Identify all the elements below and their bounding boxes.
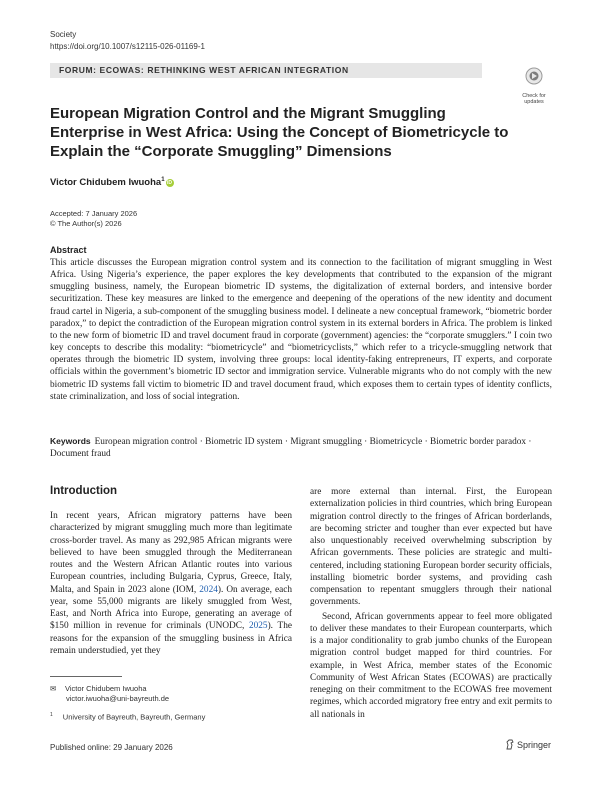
right-column [310, 486, 552, 721]
intro-paragraph-1: In recent years, African migratory patterns have been characterized by migrant smuggling much more than legitimate cross-border travel. As many as 292,985 African migrants were believed to have been smuggled through the Mediterranean routes and the Western African Atlantic routes into various European countries, including Bulgaria, Cyprus, Greece, Italy, Malta, and Spain in 2023 alone (IOM, 2024). On average, each year, some 55,000 migrants are likely smuggled from West, East, and North Africa into Europe, generating an average of $150 million in revenue for criminals (UNODC, 2025). The reasons for the expansion of the smuggling business in Africa remain understudied, yet they [50, 511, 292, 656]
footnote-divider [50, 676, 122, 677]
publisher-name: Springer [517, 740, 552, 750]
check-updates-label: Check for updates [522, 93, 546, 105]
keywords-heading: Keywords [50, 436, 91, 446]
publisher-logo [505, 739, 551, 750]
springer-horse-icon [505, 739, 515, 750]
published-online-date: Published online: 29 January 2026 [50, 743, 173, 752]
author-affiliation-mark: 1 [161, 177, 165, 183]
contact-name: Victor Chidubem Iwuoha [65, 684, 147, 693]
check-updates-icon [525, 67, 543, 87]
keywords-list: European migration control · Biometric ID system · Migrant smuggling · Biometricycle · Biometric border paradox · Document fraud [50, 437, 532, 460]
author-line [50, 177, 174, 188]
accepted-date: Accepted: 7 January 2026 [50, 209, 138, 218]
abstract-text: This article discusses the European migration control system and its connection to the facilitation of migrant smuggling in West Africa. Using Nigeria’s experience, the paper explores the key developments that contributed to the expansion of the migrant smuggling business, namely, the European biometric ID systems, the digitalization of external borders, and intensive border securitization. These key measures are linked to the emergence and deepening of the operations of the new identity and document fraud cartel in Nigeria, a sub-component of the smuggling business model. I delineate a new conceptual framework, “biometric border paradox,” to depict the contradiction of the European migration control system in its external borders in Africa. The problem is linked to the new form of biometric ID and travel document fraud in corporate (government) agencies: the “corporate smugglers.” I coin two key concepts to describe this modality: “biometricycle” and “biometricyclists,” which refer to a tricycle-smuggling network that operates through the biometric ID system, involving three groups: local identity-faking entrepreneurs, IT experts, and corporate officials within the government’s biometric ID sector and immigration service. Vulnerable migrants who do not comply with the new biometric ID systems fall victim to biometric ID and travel document fraud, which exposes them to certain types of identity conflicts, state criminalization, and loss of social integration. [50, 258, 552, 402]
introduction-heading: Introduction [50, 485, 118, 497]
citation-unodc-2025[interactable]: 2025 [248, 621, 268, 632]
section-banner: FORUM: ECOWAS: RETHINKING WEST AFRICAN INTEGRATION [50, 63, 482, 78]
copyright-notice: © The Author(s) 2026 [50, 219, 122, 228]
journal-name: Society [50, 30, 77, 39]
abstract-heading: Abstract [50, 245, 87, 255]
contact-email[interactable]: victor.iwuoha@uni-bayreuth.de [66, 694, 170, 703]
corresponding-author-note [50, 684, 169, 704]
doi-link[interactable]: https://doi.org/10.1007/s12115-026-01169-1 [50, 42, 205, 51]
keywords-block [50, 435, 552, 460]
orcid-icon[interactable]: iD [167, 180, 173, 187]
check-for-updates-badge[interactable] [517, 67, 551, 105]
citation-iom-2024[interactable]: 2024 [199, 584, 218, 595]
left-column [50, 510, 292, 657]
affiliation-note [50, 712, 205, 722]
author-name[interactable]: Victor Chidubem Iwuoha [50, 177, 162, 189]
affiliation-text: University of Bayreuth, Bayreuth, Germany [62, 712, 206, 722]
affiliation-mark: 1 [50, 712, 53, 718]
envelope-icon: ✉ [50, 684, 57, 693]
intro-paragraph-3: Second, African governments appear to feel more obligated to deliver these mandates to their European counterparts, which is a major conditionality to grab jumbo chunks of the European migration control budget mapped for third countries. For example, in West Africa, member states of the Economic Community of West African States (ECOWAS) are practically reneging on their commitment to the ECOWAS free movement regimes, which accorded migratory free entry and exit permits to all nationals in [310, 611, 552, 720]
article-title: European Migration Control and the Migrant Smuggling Enterprise in West Africa: Using the Concept of Biometricycle to Explain the “Corporate Smuggling” Dimensions [50, 105, 509, 160]
intro-paragraph-2: are more external than internal. First, the European externalization policies in third countries, which bring European migration control directly to the fringes of African borderlands, are becoming stricter and tougher than ever expected but have also unquestionably received overwhelming subscription by African governments. These policies are strategic and multi-centered, including stationing European border security officials, installing biometric border systems, and providing cash compensation to repentant smugglers through their national governments. [310, 487, 552, 608]
